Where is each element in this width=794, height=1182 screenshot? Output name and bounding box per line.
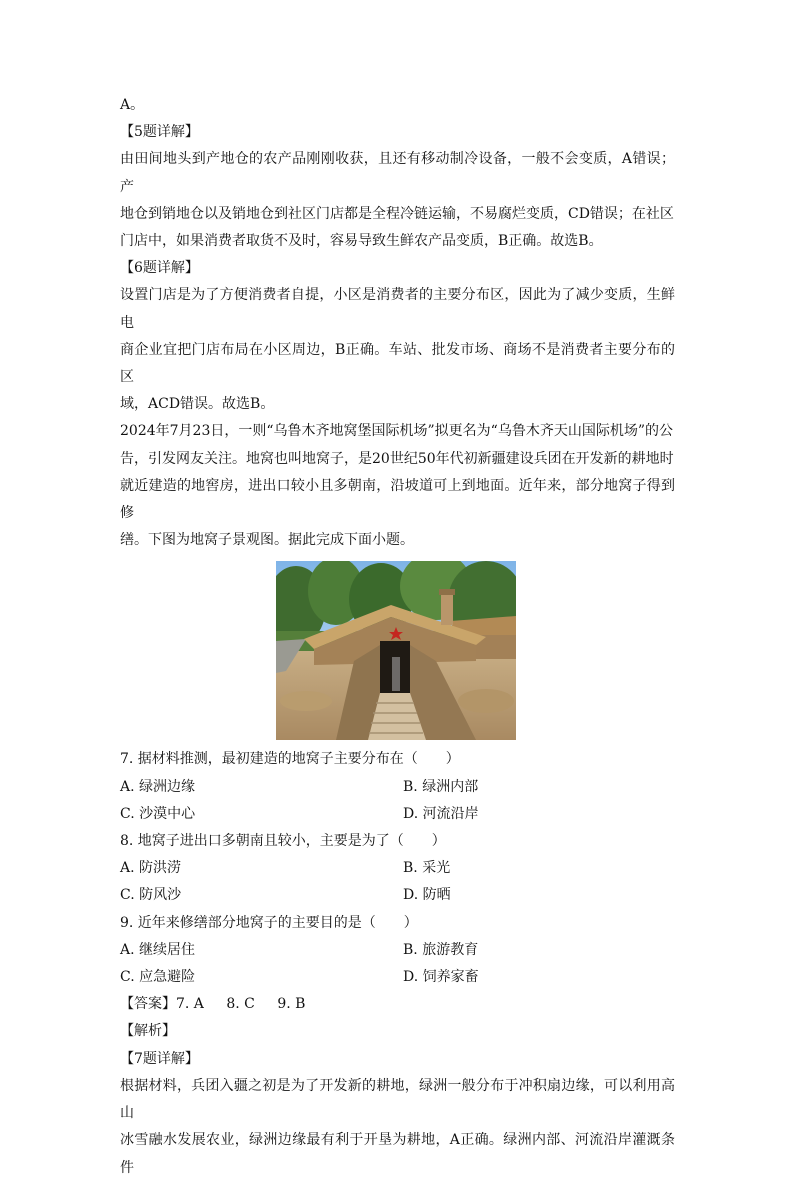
question-9-options-row bbox=[120, 964, 675, 991]
question-8-options-row bbox=[120, 882, 675, 909]
q7-explanation-heading: 【7题详解】 bbox=[120, 1050, 199, 1067]
q7-text-line: 根据材料，兵团入疆之初是为了开发新的耕地，绿洲一般分布于冲积扇边缘，可以利用高山 bbox=[120, 1077, 675, 1122]
option-8b: B. 采光 bbox=[403, 860, 451, 877]
option-9a: A. 继续居住 bbox=[120, 941, 196, 958]
answer-9: 9. B bbox=[277, 996, 306, 1013]
option-7a: A. 绿洲边缘 bbox=[120, 778, 196, 795]
question-9-options-row bbox=[120, 937, 675, 964]
q6-text-line: 设置门店是为了方便消费者自提，小区是消费者的主要分布区，因此为了减少变质，生鲜电 bbox=[120, 287, 675, 331]
question-7-stem: 7. 据材料推测，最初建造的地窝子主要分布在（ ） bbox=[120, 751, 460, 768]
answer-8: 8. C bbox=[226, 996, 255, 1013]
question-8-stem: 8. 地窝子进出口多朝南且较小，主要是为了（ ） bbox=[120, 833, 446, 850]
option-9c: C. 应急避险 bbox=[120, 969, 196, 986]
q7-text-line: 冰雪融水发展农业，绿洲边缘最有利于开垦为耕地，A正确。绿洲内部、河流沿岸灌溉条件 bbox=[120, 1132, 675, 1176]
option-9b: B. 旅游教育 bbox=[403, 941, 479, 958]
material-line: 缮。下图为地窝子景观图。据此完成下面小题。 bbox=[120, 532, 414, 549]
diwozi-photo-drawing bbox=[276, 561, 516, 740]
option-8d: D. 防晒 bbox=[403, 887, 451, 904]
q5-text-line: 地仓到销地仓以及销地仓到社区门店都是全程冷链运输，不易腐烂变质，CD错误；在社区 bbox=[120, 205, 674, 222]
analysis-heading: 【解析】 bbox=[120, 1023, 176, 1040]
q5-explanation-heading: 【5题详解】 bbox=[120, 124, 199, 141]
answer-tail: A。 bbox=[120, 97, 145, 113]
q6-text-line: 商企业宜把门店布局在小区周边，B正确。车站、批发市场、商场不是消费者主要分布的区 bbox=[120, 341, 675, 386]
q6-explanation-heading: 【6题详解】 bbox=[120, 260, 199, 277]
option-7c: C. 沙漠中心 bbox=[120, 805, 196, 822]
option-8c: C. 防风沙 bbox=[120, 887, 182, 904]
q5-text-line: 由田间地头到产地仓的农产品刚刚收获，且还有移动制冷设备，一般不会变质，A错误；产 bbox=[120, 151, 675, 195]
q6-text-line: 域，ACD错误。故选B。 bbox=[120, 396, 275, 413]
question-9-stem: 9. 近年来修缮部分地窝子的主要目的是（ ） bbox=[120, 914, 418, 931]
option-7b: B. 绿洲内部 bbox=[403, 778, 479, 795]
answer-7: 【答案】7. A bbox=[120, 996, 204, 1013]
q5-text-line: 门店中，如果消费者取货不及时，容易导致生鲜农产品变质，B正确。故选B。 bbox=[120, 233, 603, 250]
document-page bbox=[120, 92, 675, 1182]
option-8a: A. 防洪涝 bbox=[120, 860, 182, 877]
answer-line bbox=[120, 991, 675, 1018]
diwozi-photo bbox=[276, 561, 516, 740]
material-line: 就近建造的地窖房，进出口较小且多朝南，沿坡道可上到地面。近年来，部分地窝子得到修 bbox=[120, 477, 675, 522]
option-7d: D. 河流沿岸 bbox=[403, 805, 479, 822]
material-line: 2024年7月23日，一则“乌鲁木齐地窝堡国际机场”拟更名为“乌鲁木齐天山国际机场”的公 bbox=[120, 423, 673, 440]
question-8-options-row bbox=[120, 855, 675, 882]
question-7-options-row bbox=[120, 801, 675, 828]
material-line: 告，引发网友关注。地窝也叫地窝子，是20世纪50年代初新疆建设兵团在开发新的耕地时 bbox=[120, 450, 674, 467]
option-9d: D. 饲养家畜 bbox=[403, 969, 479, 986]
question-7-options-row bbox=[120, 774, 675, 801]
